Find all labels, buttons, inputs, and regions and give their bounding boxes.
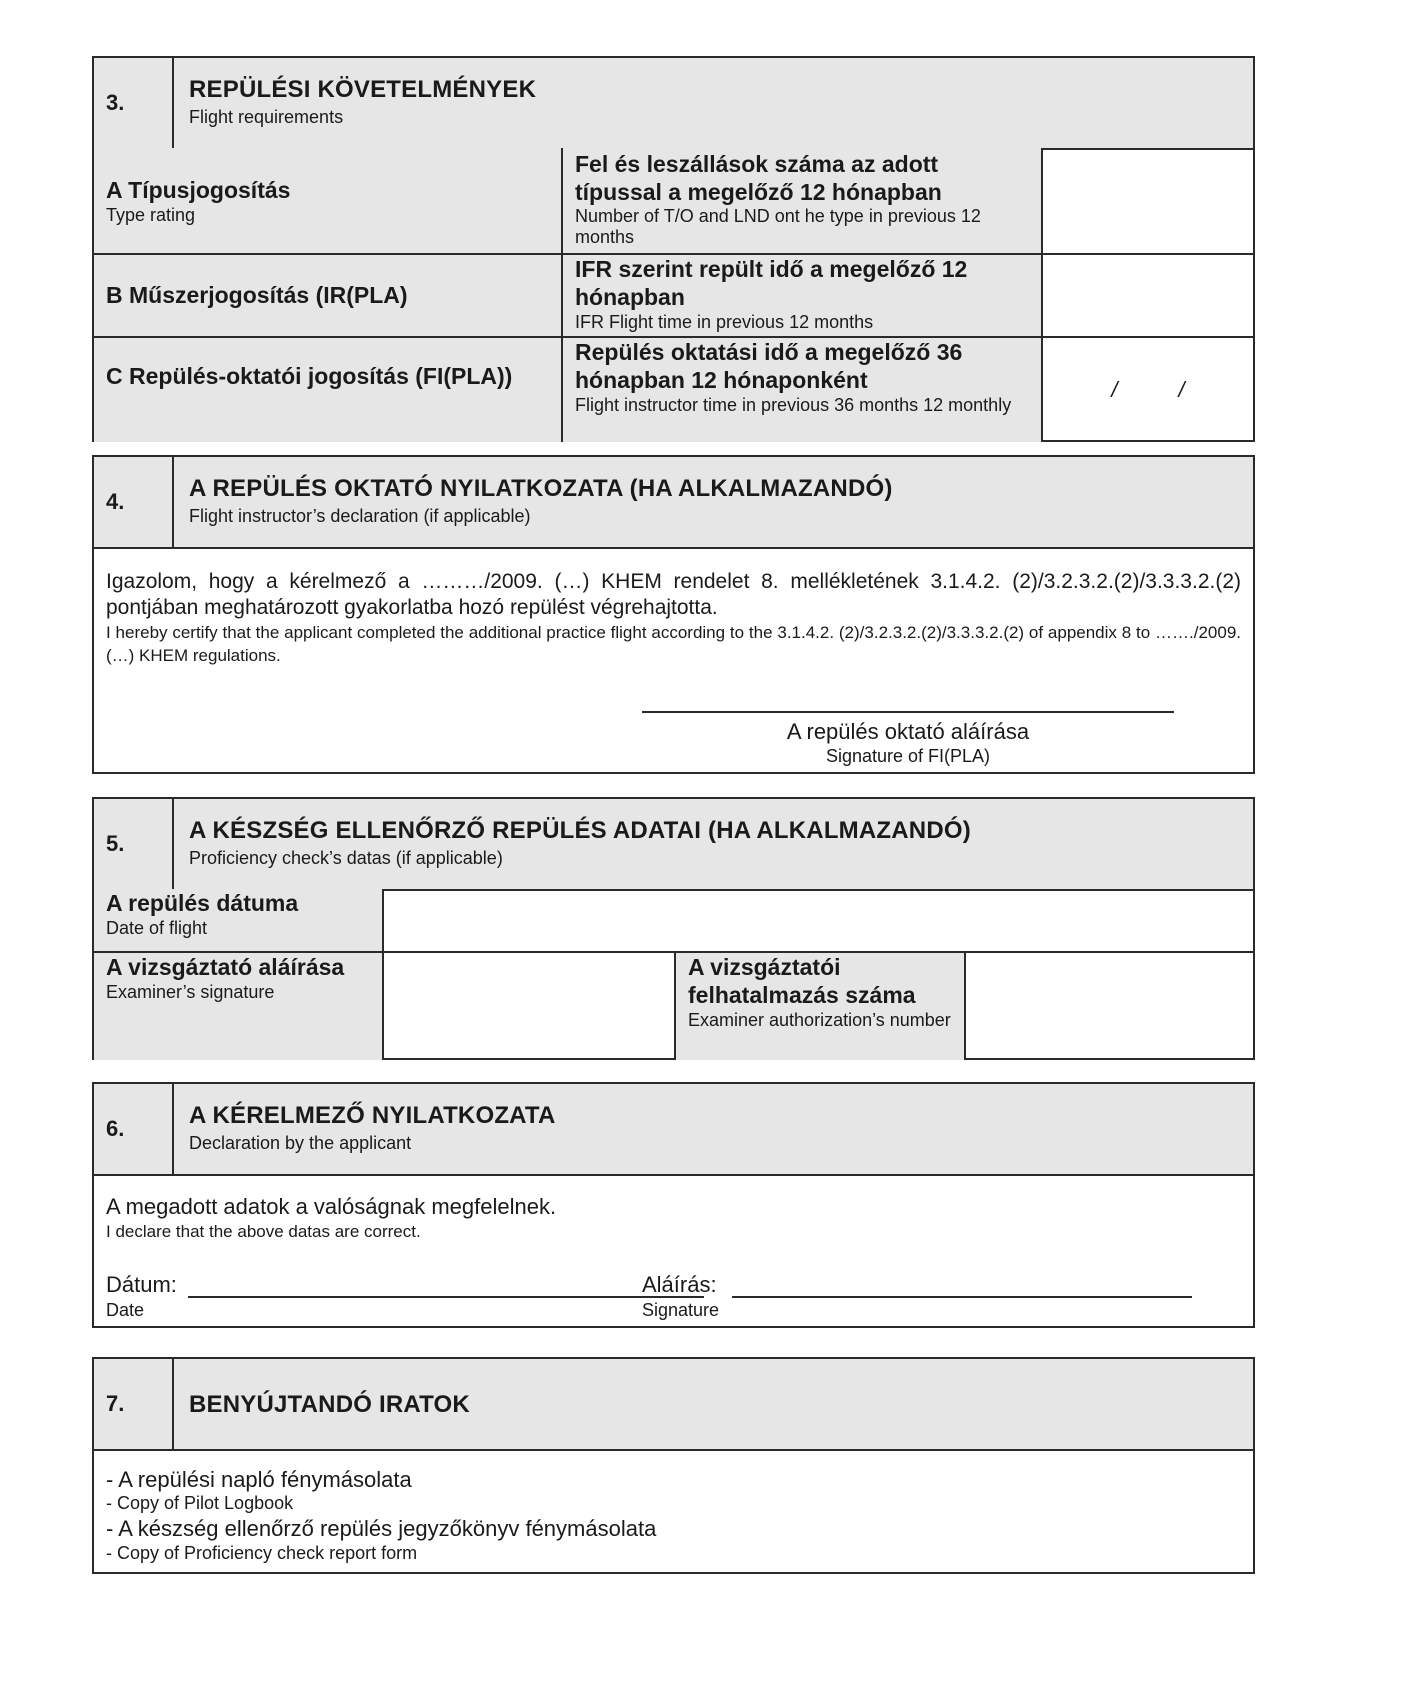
section-number: 4. xyxy=(94,457,174,547)
section-title: REPÜLÉSI KÖVETELMÉNYEK xyxy=(189,76,537,103)
type-rating-title: A Típusjogosítás xyxy=(106,177,291,203)
section-subtitle: Proficiency check’s datas (if applicable) xyxy=(189,848,503,868)
ifr-time-label-cell xyxy=(563,255,1043,338)
signature-label: Aláírás: xyxy=(642,1272,717,1297)
flight-date-title: A repülés dátuma xyxy=(106,890,299,916)
section-title: A KÉRELMEZŐ NYILATKOZATA xyxy=(189,1102,556,1129)
flight-date-field[interactable] xyxy=(384,889,1253,953)
section-number: 6. xyxy=(94,1084,174,1174)
section-4-instructor-declaration xyxy=(92,455,1255,774)
instructor-time-value: / / xyxy=(1111,377,1185,402)
examiner-authorization-label-cell xyxy=(676,953,966,1060)
section-6-body xyxy=(94,1176,1253,1328)
applicant-declaration-text-en: I declare that the above datas are correct. xyxy=(106,1222,421,1241)
section-5-header xyxy=(94,799,1253,891)
section-3-flight-requirements xyxy=(92,56,1255,442)
examiner-authorization-title: A vizsgáztatói felhatalmazás száma xyxy=(688,954,916,1008)
signature-line-field[interactable] xyxy=(732,1296,1192,1298)
instructor-rating-label-cell xyxy=(94,338,563,442)
date-label-en: Date xyxy=(106,1300,145,1320)
date-line-field[interactable] xyxy=(188,1296,704,1298)
section-4-header xyxy=(94,457,1253,549)
examiner-signature-label-cell xyxy=(94,953,384,1060)
date-label: Dátum: xyxy=(106,1272,177,1297)
document-item-en: - Copy of Pilot Logbook xyxy=(106,1493,294,1513)
examiner-signature-subtitle: Examiner’s signature xyxy=(106,982,275,1002)
section-6-applicant-declaration xyxy=(92,1082,1255,1328)
section-7-body xyxy=(94,1451,1253,1564)
instructor-time-value-field[interactable] xyxy=(1043,338,1253,442)
instructor-signature-line[interactable] xyxy=(642,711,1174,713)
takeoff-landing-value-field[interactable] xyxy=(1043,148,1253,255)
examiner-authorization-subtitle: Examiner authorization’s number xyxy=(688,1010,951,1030)
ifr-time-subtitle: IFR Flight time in previous 12 months xyxy=(575,312,874,332)
instrument-rating-label-cell xyxy=(94,255,563,338)
applicant-declaration-text-hu: A megadott adatok a valóságnak megfelelnek. xyxy=(106,1194,557,1219)
instructor-rating-title: C Repülés-oktatói jogosítás (FI(PLA)) xyxy=(106,363,513,389)
instructor-time-label-cell xyxy=(563,338,1043,442)
section-4-body xyxy=(94,549,1253,766)
takeoff-landing-subtitle: Number of T/O and LND ont he type in previous 12 months xyxy=(575,206,981,247)
takeoff-landing-label-cell xyxy=(563,148,1043,255)
section-title: A REPÜLÉS OKTATÓ NYILATKOZATA (HA ALKALMAZANDÓ) xyxy=(189,475,893,502)
type-rating-label-cell xyxy=(94,148,563,255)
document-item-hu: - A készség ellenőrző repülés jegyzőkönyv fénymásolata xyxy=(106,1516,657,1541)
section-7-header xyxy=(94,1359,1253,1451)
examiner-signature-title: A vizsgáztató aláírása xyxy=(106,954,345,980)
signature-label-en: Signature xyxy=(642,1300,720,1320)
section-subtitle: Flight requirements xyxy=(189,107,344,127)
ifr-time-title: IFR szerint repült idő a megelőző 12 hónapban xyxy=(575,256,968,310)
declaration-text-en: I hereby certify that the applicant completed the additional practice flight according to the 3.1.4.2. (2)/3.2.3.2.(2)/3.3.3.2.(2) of appendix 8 to ……./2009. (…) KHEM regulations. xyxy=(106,623,1241,665)
instructor-time-title: Repülés oktatási idő a megelőző 36 hónapban 12 hónaponként xyxy=(575,339,963,393)
section-3-header xyxy=(94,58,1253,150)
examiner-authorization-field[interactable] xyxy=(966,953,1253,1060)
type-rating-subtitle: Type rating xyxy=(106,205,196,225)
instructor-signature-label-en: Signature of FI(PLA) xyxy=(825,746,991,766)
section-6-header xyxy=(94,1084,1253,1176)
instructor-time-subtitle: Flight instructor time in previous 36 months 12 monthly xyxy=(575,395,1012,415)
instructor-signature-label: A repülés oktató aláírása xyxy=(786,719,1030,744)
flight-date-subtitle: Date of flight xyxy=(106,918,208,938)
section-title: A KÉSZSÉG ELLENŐRZŐ REPÜLÉS ADATAI (HA ALKALMAZANDÓ) xyxy=(189,817,971,844)
ifr-time-value-field[interactable] xyxy=(1043,255,1253,338)
takeoff-landing-title: Fel és leszállások száma az adott típussal a megelőző 12 hónapban xyxy=(575,151,942,205)
section-7-documents xyxy=(92,1357,1255,1574)
section-number: 7. xyxy=(94,1359,174,1449)
section-subtitle: Declaration by the applicant xyxy=(189,1133,412,1153)
document-item-en: - Copy of Proficiency check report form xyxy=(106,1543,418,1563)
flight-date-label-cell xyxy=(94,889,384,953)
examiner-signature-field[interactable] xyxy=(384,953,676,1060)
section-title: BENYÚJTANDÓ IRATOK xyxy=(189,1391,470,1418)
section-number: 5. xyxy=(94,799,174,889)
section-5-proficiency-check xyxy=(92,797,1255,1060)
declaration-text-hu: Igazolom, hogy a kérelmező a ………/2009. (…) KHEM rendelet 8. mellékletének 3.1.4.2. (2)/3.2.3.2.(2)/3.3.3.2.(2) pontjában meghatározott gyakorlatba hozó repülést végrehajtotta. xyxy=(106,570,1241,619)
section-number: 3. xyxy=(94,58,174,148)
instrument-rating-title: B Műszerjogosítás (IR(PLA) xyxy=(106,282,408,308)
document-item-hu: - A repülési napló fénymásolata xyxy=(106,1467,412,1492)
section-subtitle: Flight instructor’s declaration (if applicable) xyxy=(189,506,531,526)
